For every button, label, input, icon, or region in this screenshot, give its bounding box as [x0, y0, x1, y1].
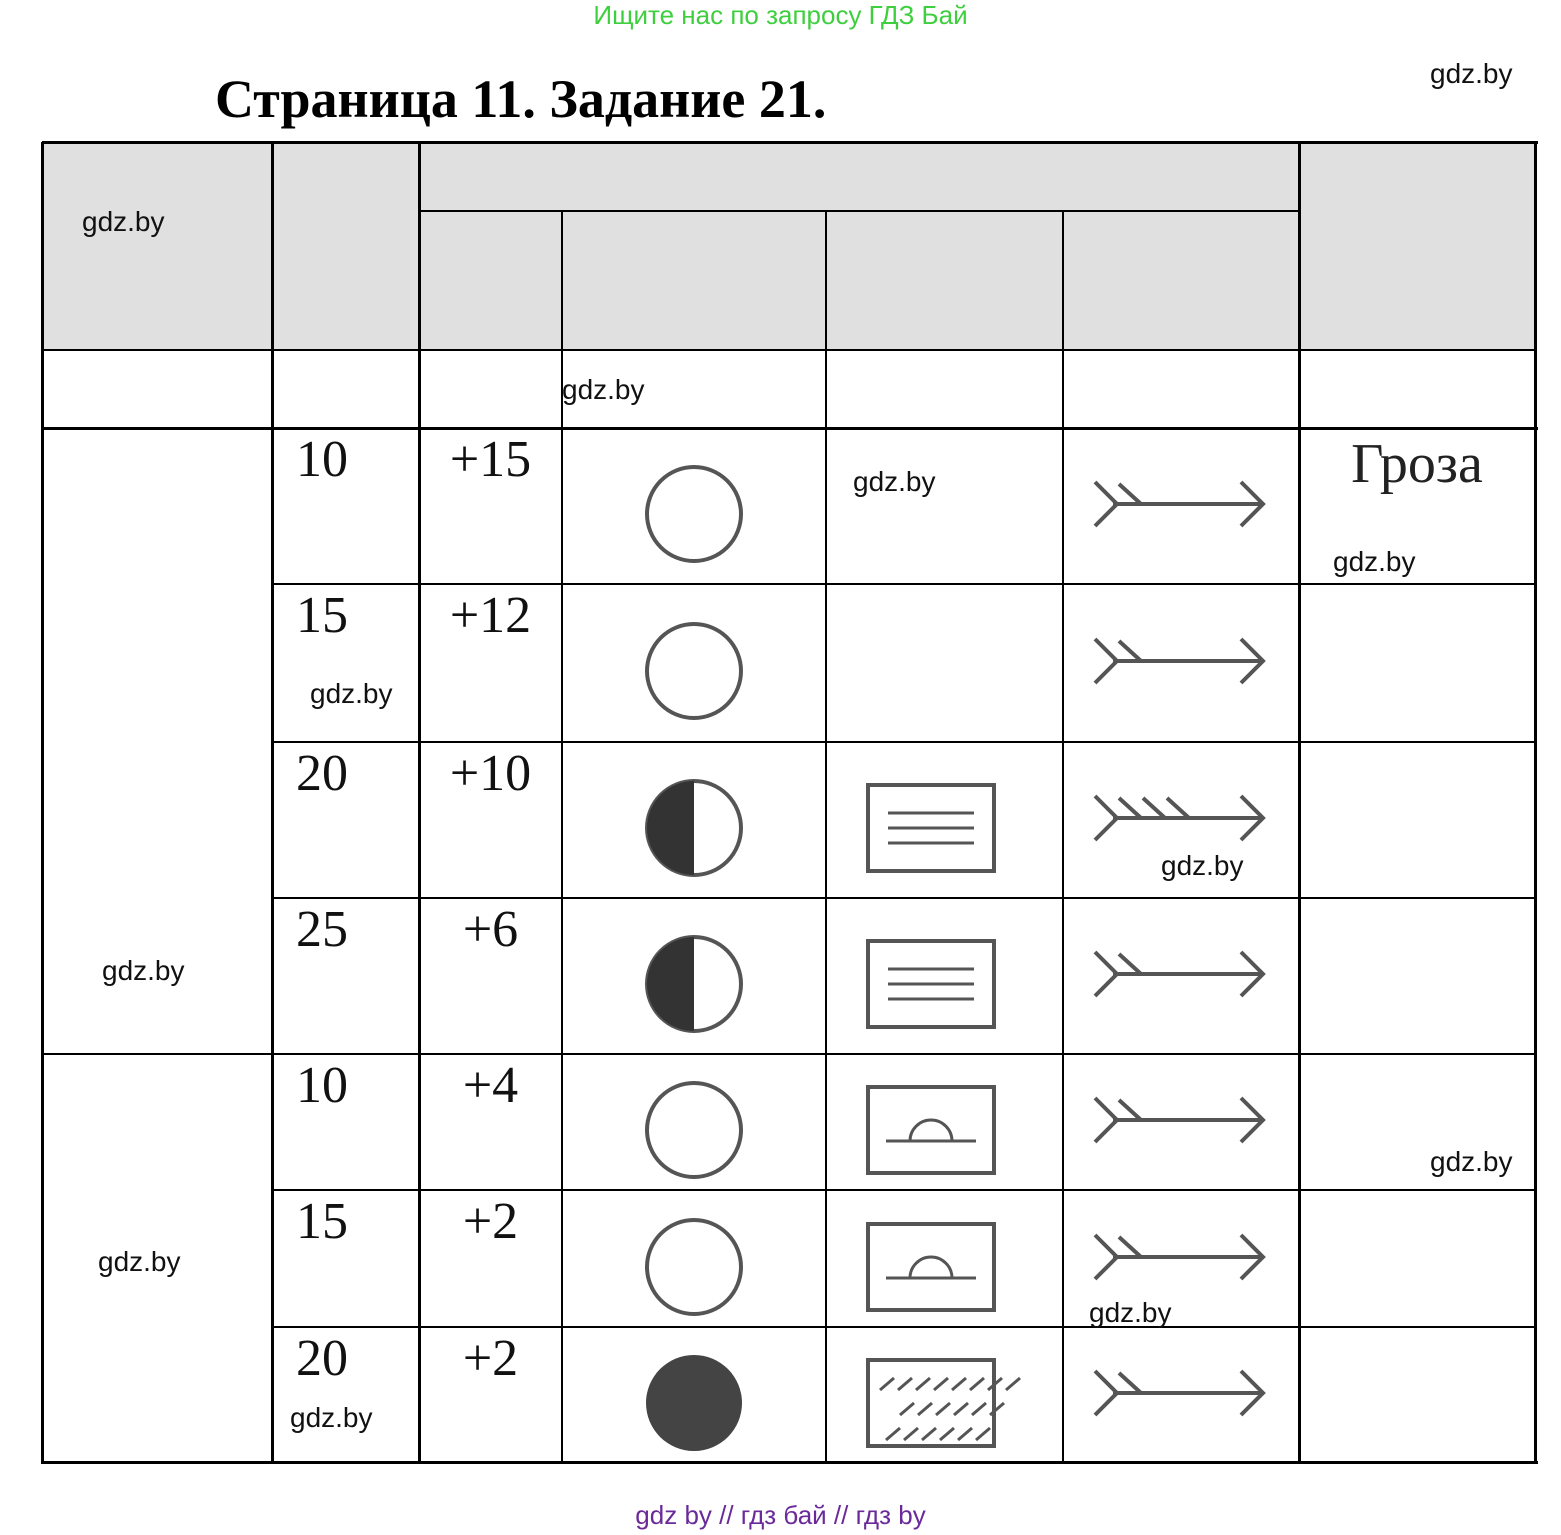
watermark: gdz.by	[290, 1402, 373, 1433]
grid-line	[272, 1189, 1537, 1191]
watermark: gdz.by	[82, 206, 165, 237]
grid-line	[42, 349, 1537, 351]
watermark: gdz.by	[853, 466, 936, 497]
grid-line	[272, 1326, 1537, 1328]
watermark: gdz.by	[98, 1246, 181, 1277]
grid-line	[42, 427, 1538, 430]
wind-arrow-icon	[1091, 474, 1281, 534]
weather-cell: Гроза	[1351, 433, 1483, 495]
time-cell: 20	[296, 745, 348, 802]
temperature-cell: +2	[462, 1193, 519, 1250]
grid-line	[271, 142, 274, 1464]
temperature-cell: +4	[462, 1057, 519, 1114]
cloudiness-clear-icon	[639, 1212, 749, 1322]
watermark: gdz.by	[310, 678, 393, 709]
wind-arrow-icon	[1091, 1090, 1281, 1150]
watermark: gdz.by	[1333, 546, 1416, 577]
grid-line	[42, 1053, 1537, 1055]
grid-line	[42, 1461, 1538, 1464]
grid-line	[825, 211, 827, 1463]
cloudiness-clear-icon	[639, 459, 749, 569]
time-cell: 15	[296, 587, 348, 644]
time-cell: 25	[296, 901, 348, 958]
page-title: Страница 11. Задание 21.	[215, 69, 827, 129]
grid-line	[42, 141, 1538, 144]
watermark: gdz.by	[1430, 58, 1513, 89]
time-cell: 20	[296, 1330, 348, 1387]
grid-line	[1062, 211, 1064, 1463]
grid-line	[272, 741, 1537, 743]
grid-line	[1298, 142, 1301, 1464]
phenomenon-dew-icon	[866, 1222, 996, 1312]
watermark: gdz.by	[102, 955, 185, 986]
grid-line	[419, 210, 1301, 212]
search-banner: Ищите нас по запросу ГДЗ Бай	[593, 0, 968, 30]
time-cell: 15	[296, 1193, 348, 1250]
grid-line	[272, 583, 1537, 585]
cloudiness-clear-icon	[639, 616, 749, 726]
watermark: gdz.by	[1089, 1297, 1172, 1328]
wind-arrow-icon	[1091, 631, 1281, 691]
grid-line	[1534, 142, 1537, 1464]
watermark: gdz.by	[1430, 1146, 1513, 1177]
temperature-cell: +15	[449, 431, 532, 488]
temperature-cell: +6	[462, 901, 519, 958]
wind-arrow-icon	[1091, 788, 1281, 848]
cloudiness-half-icon	[639, 929, 749, 1039]
cloudiness-clear-icon	[639, 1075, 749, 1185]
watermark: gdz.by	[1161, 850, 1244, 881]
temperature-cell: +2	[462, 1330, 519, 1387]
time-cell: 10	[296, 431, 348, 488]
watermark: gdz.by	[562, 374, 645, 405]
phenomenon-rain-icon	[866, 1358, 996, 1448]
phenomenon-fog-icon	[866, 783, 996, 873]
phenomenon-dew-icon	[866, 1085, 996, 1175]
footer-text: gdz by // гдз бай // гдз by	[635, 1500, 926, 1530]
grid-line	[272, 897, 1537, 899]
cloudiness-overcast-icon	[639, 1348, 749, 1458]
time-cell: 10	[296, 1057, 348, 1114]
temperature-cell: +12	[449, 587, 532, 644]
wind-arrow-icon	[1091, 1227, 1281, 1287]
temperature-cell: +10	[449, 745, 532, 802]
wind-arrow-icon	[1091, 944, 1281, 1004]
table-header	[42, 142, 1535, 350]
grid-line	[41, 142, 44, 1464]
wind-arrow-icon	[1091, 1363, 1281, 1423]
cloudiness-half-icon	[639, 773, 749, 883]
phenomenon-fog-icon	[866, 939, 996, 1029]
